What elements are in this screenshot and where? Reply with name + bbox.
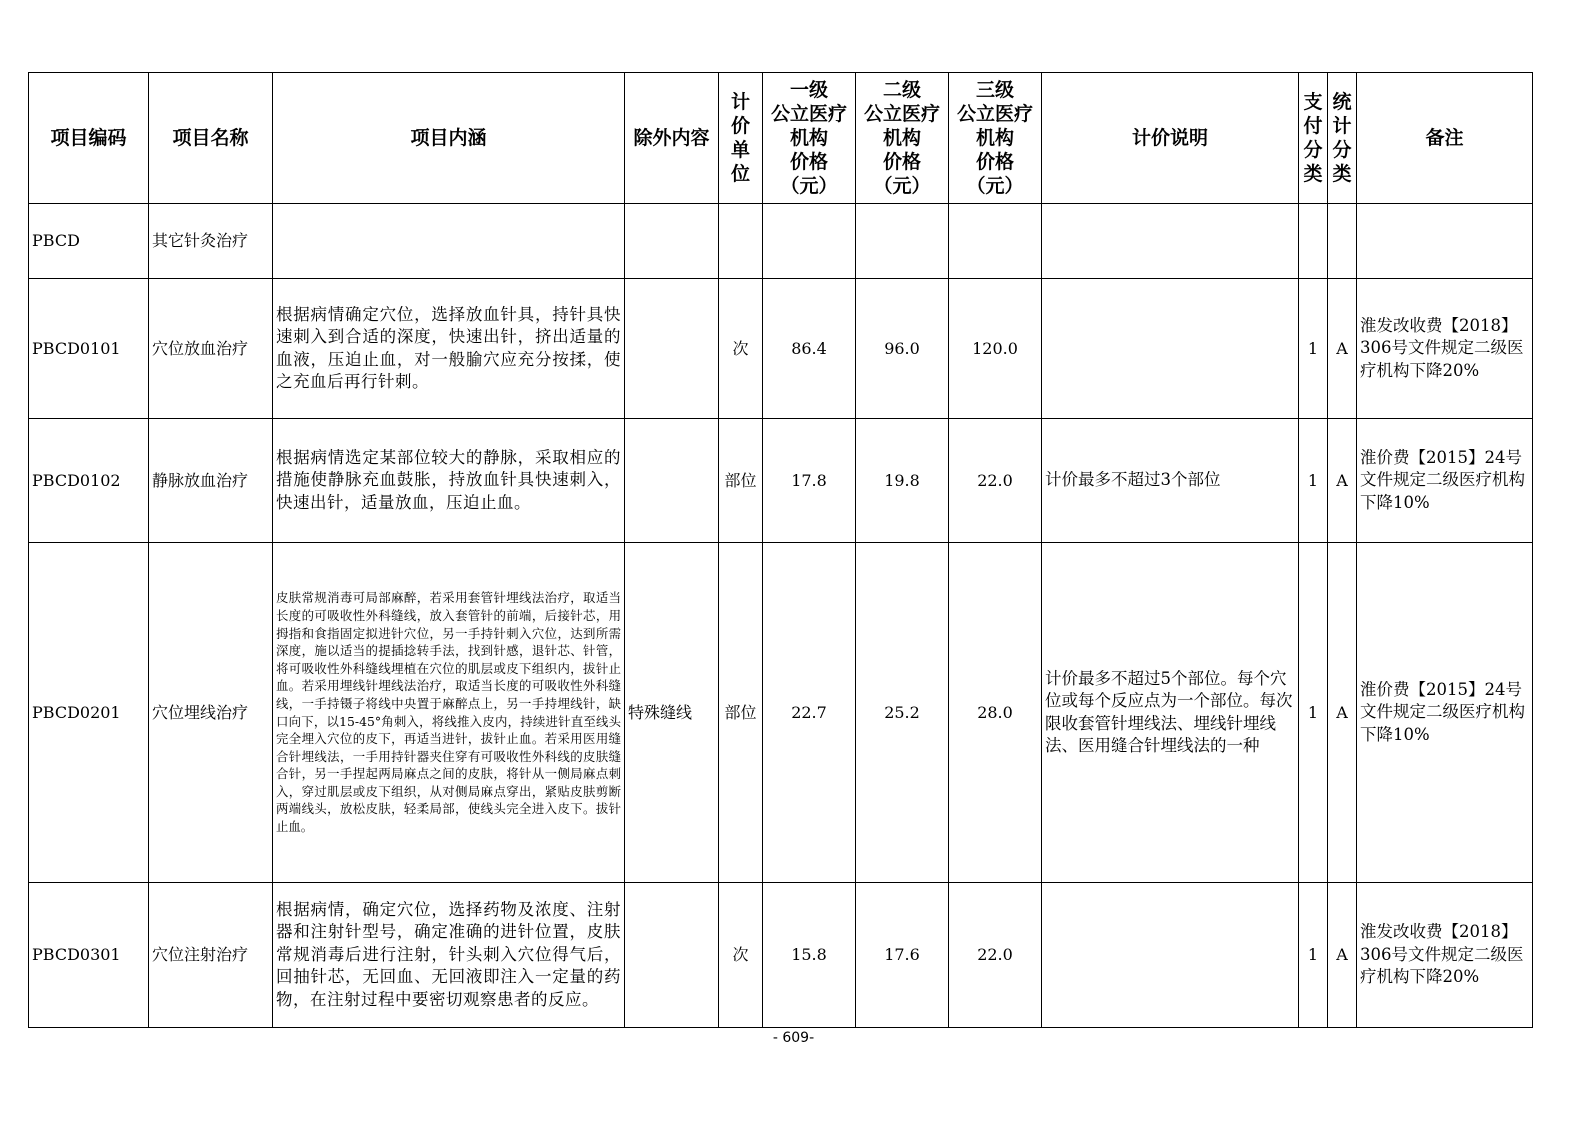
cell-price-level1: 17.8 bbox=[763, 419, 856, 543]
cell-price-level2: 17.6 bbox=[856, 883, 949, 1028]
cell-name: 其它针灸治疗 bbox=[149, 204, 273, 279]
cell-pricing-notes: 计价最多不超过5个部位。每个穴位或每个反应点为一个部位。每次限收套管针埋线法、埋线针埋线法、医用缝合针埋线法的一种 bbox=[1042, 543, 1299, 883]
cell-statistics-category: A bbox=[1328, 883, 1357, 1028]
header-exclusions: 除外内容 bbox=[625, 73, 719, 204]
cell-price-level3: 28.0 bbox=[949, 543, 1042, 883]
cell-content: 根据病情确定穴位，选择放血针具，持针具快速刺入到合适的深度，快速出针，挤出适量的血液，压迫止血，对一般腧穴应充分按揉，使之充血后再行针刺。 bbox=[273, 279, 625, 419]
cell-content: 根据病情选定某部位较大的静脉，采取相应的措施使静脉充血鼓胀，持放血针具快速刺入，快速出针，适量放血，压迫止血。 bbox=[273, 419, 625, 543]
table-row bbox=[29, 204, 1533, 279]
cell-payment-category: 1 bbox=[1299, 883, 1328, 1028]
header-name: 项目名称 bbox=[149, 73, 273, 204]
cell-price-level1: 22.7 bbox=[763, 543, 856, 883]
table-row bbox=[29, 419, 1533, 543]
table-row bbox=[29, 543, 1533, 883]
header-code: 项目编码 bbox=[29, 73, 149, 204]
cell-name: 穴位注射治疗 bbox=[149, 883, 273, 1028]
header-pricing-notes: 计价说明 bbox=[1042, 73, 1299, 204]
cell-content: 皮肤常规消毒可局部麻醉，若采用套管针埋线法治疗，取适当长度的可吸收性外科缝线，放入套管针的前端，后接针芯，用拇指和食指固定拟进针穴位，另一手持针刺入穴位，达到所需深度，施以适当的提插捻转手法，找到针感，退针芯、针管，将可吸收性外科缝线埋植在穴位的肌层或皮下组织内，拔针止血。若采用埋线针埋线法治疗，取适当长度的可吸收性外科缝线，一手持镊子将线中央置于麻醉点上，另一手持埋线针，缺口向下，以15-45°角刺入，将线推入皮内，持续进针直至线头完全埋入穴位的皮下，再适当进针，拔针止血。若采用医用缝合针埋线法，一手用持针器夹住穿有可吸收性外科线的皮肤缝合针，另一手捏起两局麻点之间的皮肤，将针从一侧局麻点刺入，穿过肌层或皮下组织，从对侧局麻点穿出，紧贴皮肤剪断两端线头，放松皮肤，轻柔局部，使线头完全进入皮下。拔针止血。 bbox=[273, 543, 625, 883]
cell-price-level2: 96.0 bbox=[856, 279, 949, 419]
cell-price-level1: 86.4 bbox=[763, 279, 856, 419]
cell-exclusions bbox=[625, 883, 719, 1028]
cell-name: 穴位放血治疗 bbox=[149, 279, 273, 419]
header-content: 项目内涵 bbox=[273, 73, 625, 204]
table-row bbox=[29, 883, 1533, 1028]
cell-price-level1: 15.8 bbox=[763, 883, 856, 1028]
cell-unit bbox=[719, 204, 763, 279]
cell-payment-category bbox=[1299, 204, 1328, 279]
cell-code: PBCD0101 bbox=[29, 279, 149, 419]
page-number: - 609- bbox=[772, 1030, 815, 1046]
cell-exclusions bbox=[625, 419, 719, 543]
cell-remarks: 淮价费【2015】24号文件规定二级医疗机构下降10% bbox=[1357, 419, 1533, 543]
cell-remarks: 淮发改收费【2018】306号文件规定二级医疗机构下降20% bbox=[1357, 883, 1533, 1028]
cell-price-level3: 22.0 bbox=[949, 883, 1042, 1028]
cell-code: PBCD0201 bbox=[29, 543, 149, 883]
header-payment-category: 支 付 分 类 bbox=[1299, 73, 1328, 204]
cell-unit: 次 bbox=[719, 279, 763, 419]
cell-statistics-category: A bbox=[1328, 279, 1357, 419]
header-remarks: 备注 bbox=[1357, 73, 1533, 204]
cell-price-level2: 25.2 bbox=[856, 543, 949, 883]
cell-remarks bbox=[1357, 204, 1533, 279]
cell-price-level3: 120.0 bbox=[949, 279, 1042, 419]
table-row bbox=[29, 279, 1533, 419]
cell-statistics-category bbox=[1328, 204, 1357, 279]
cell-code: PBCD0301 bbox=[29, 883, 149, 1028]
cell-price-level3 bbox=[949, 204, 1042, 279]
cell-pricing-notes bbox=[1042, 883, 1299, 1028]
header-price-level2: 二级 公立医疗 机构 价格 （元） bbox=[856, 73, 949, 204]
cell-price-level2: 19.8 bbox=[856, 419, 949, 543]
cell-price-level3: 22.0 bbox=[949, 419, 1042, 543]
cell-payment-category: 1 bbox=[1299, 279, 1328, 419]
cell-payment-category: 1 bbox=[1299, 419, 1328, 543]
cell-pricing-notes bbox=[1042, 279, 1299, 419]
header-price-level3: 三级 公立医疗 机构 价格 （元） bbox=[949, 73, 1042, 204]
cell-pricing-notes bbox=[1042, 204, 1299, 279]
cell-exclusions bbox=[625, 204, 719, 279]
header-statistics-category: 统 计 分 类 bbox=[1328, 73, 1357, 204]
cell-content bbox=[273, 204, 625, 279]
cell-unit: 部位 bbox=[719, 543, 763, 883]
cell-unit: 次 bbox=[719, 883, 763, 1028]
cell-statistics-category: A bbox=[1328, 543, 1357, 883]
cell-statistics-category: A bbox=[1328, 419, 1357, 543]
price-schedule-table bbox=[28, 72, 1533, 1028]
cell-exclusions bbox=[625, 279, 719, 419]
cell-price-level2 bbox=[856, 204, 949, 279]
cell-remarks: 淮发改收费【2018】306号文件规定二级医疗机构下降20% bbox=[1357, 279, 1533, 419]
cell-exclusions: 特殊缝线 bbox=[625, 543, 719, 883]
cell-payment-category: 1 bbox=[1299, 543, 1328, 883]
cell-code: PBCD bbox=[29, 204, 149, 279]
cell-pricing-notes: 计价最多不超过3个部位 bbox=[1042, 419, 1299, 543]
cell-name: 穴位埋线治疗 bbox=[149, 543, 273, 883]
cell-unit: 部位 bbox=[719, 419, 763, 543]
header-price-level1: 一级 公立医疗 机构 价格 （元） bbox=[763, 73, 856, 204]
header-unit: 计 价 单 位 bbox=[719, 73, 763, 204]
cell-code: PBCD0102 bbox=[29, 419, 149, 543]
cell-content: 根据病情，确定穴位，选择药物及浓度、注射器和注射针型号，确定准确的进针位置，皮肤常规消毒后进行注射，针头刺入穴位得气后，回抽针芯，无回血、无回液即注入一定量的药物，在注射过程中要密切观察患者的反应。 bbox=[273, 883, 625, 1028]
cell-price-level1 bbox=[763, 204, 856, 279]
cell-remarks: 淮价费【2015】24号文件规定二级医疗机构下降10% bbox=[1357, 543, 1533, 883]
header-row bbox=[29, 73, 1533, 204]
cell-name: 静脉放血治疗 bbox=[149, 419, 273, 543]
